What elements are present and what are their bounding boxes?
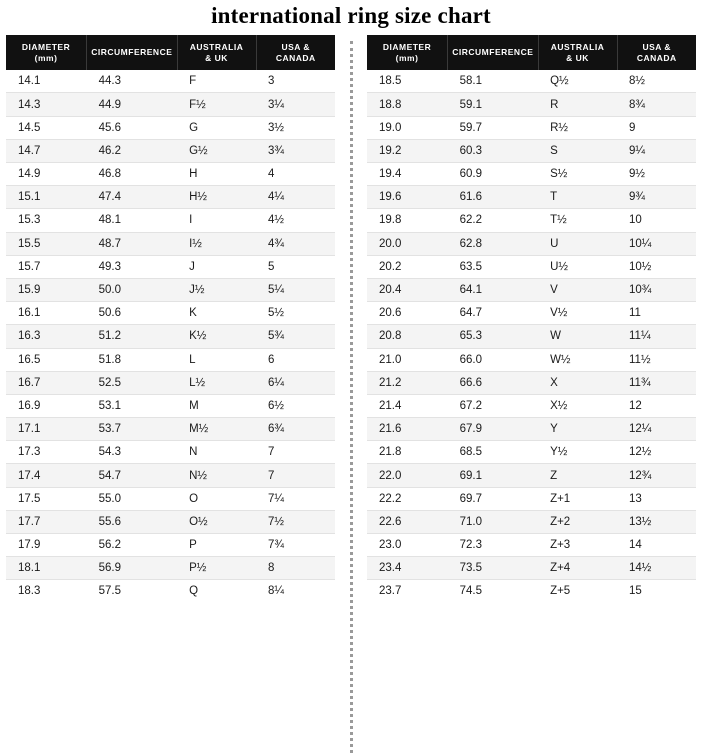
cell-australia-uk: G bbox=[177, 116, 256, 139]
cell-circumference: 63.5 bbox=[448, 255, 538, 278]
table-row bbox=[367, 186, 696, 209]
cell-usa-canada: 15 bbox=[617, 580, 696, 603]
cell-diameter: 16.3 bbox=[6, 325, 87, 348]
cell-circumference: 54.3 bbox=[87, 441, 177, 464]
cell-australia-uk: X bbox=[538, 371, 617, 394]
cell-circumference: 67.2 bbox=[448, 394, 538, 417]
cell-diameter: 14.1 bbox=[6, 70, 87, 93]
table-row bbox=[367, 255, 696, 278]
table-row bbox=[6, 557, 335, 580]
cell-australia-uk: Q½ bbox=[538, 70, 617, 93]
cell-diameter: 19.4 bbox=[367, 163, 448, 186]
column-header-diameter-line1: DIAMETER bbox=[382, 42, 432, 52]
cell-diameter: 19.6 bbox=[367, 186, 448, 209]
cell-usa-canada: 14 bbox=[617, 534, 696, 557]
cell-diameter: 17.3 bbox=[6, 441, 87, 464]
cell-usa-canada: 5¼ bbox=[256, 278, 335, 301]
table-row bbox=[367, 557, 696, 580]
cell-usa-canada: 10¾ bbox=[617, 278, 696, 301]
cell-circumference: 55.0 bbox=[87, 487, 177, 510]
cell-diameter: 21.2 bbox=[367, 371, 448, 394]
cell-circumference: 71.0 bbox=[448, 510, 538, 533]
table-row bbox=[6, 232, 335, 255]
cell-australia-uk: N bbox=[177, 441, 256, 464]
cell-diameter: 19.0 bbox=[367, 116, 448, 139]
cell-circumference: 66.6 bbox=[448, 371, 538, 394]
cell-usa-canada: 9½ bbox=[617, 163, 696, 186]
cell-usa-canada: 10½ bbox=[617, 255, 696, 278]
table-row bbox=[367, 348, 696, 371]
cell-usa-canada: 13½ bbox=[617, 510, 696, 533]
cell-circumference: 57.5 bbox=[87, 580, 177, 603]
right-table-body bbox=[367, 70, 696, 602]
cell-australia-uk: Z+1 bbox=[538, 487, 617, 510]
cell-circumference: 53.1 bbox=[87, 394, 177, 417]
column-header-australia-uk-line1: AUSTRALIA bbox=[189, 42, 244, 52]
cell-diameter: 18.1 bbox=[6, 557, 87, 580]
table-row bbox=[6, 209, 335, 232]
cell-circumference: 60.3 bbox=[448, 139, 538, 162]
table-row bbox=[6, 371, 335, 394]
cell-diameter: 21.0 bbox=[367, 348, 448, 371]
cell-circumference: 68.5 bbox=[448, 441, 538, 464]
cell-circumference: 55.6 bbox=[87, 510, 177, 533]
cell-circumference: 46.8 bbox=[87, 163, 177, 186]
cell-australia-uk: P bbox=[177, 534, 256, 557]
cell-diameter: 14.3 bbox=[6, 93, 87, 116]
table-row bbox=[367, 163, 696, 186]
cell-circumference: 47.4 bbox=[87, 186, 177, 209]
cell-australia-uk: Y½ bbox=[538, 441, 617, 464]
column-header-diameter-line1: DIAMETER bbox=[21, 42, 71, 52]
cell-diameter: 21.8 bbox=[367, 441, 448, 464]
cell-usa-canada: 9¾ bbox=[617, 186, 696, 209]
cell-diameter: 15.9 bbox=[6, 278, 87, 301]
cell-australia-uk: V bbox=[538, 278, 617, 301]
table-row bbox=[367, 510, 696, 533]
cell-usa-canada: 11½ bbox=[617, 348, 696, 371]
column-header-diameter-line2: (mm) bbox=[34, 52, 58, 63]
cell-diameter: 20.6 bbox=[367, 302, 448, 325]
cell-circumference: 72.3 bbox=[448, 534, 538, 557]
cell-australia-uk: O½ bbox=[177, 510, 256, 533]
cell-australia-uk: U bbox=[538, 232, 617, 255]
table-row bbox=[367, 209, 696, 232]
column-header-usa-canada-line1: USA & bbox=[281, 42, 311, 52]
column-header-australia-uk-line2: & UK bbox=[566, 52, 589, 63]
cell-australia-uk: T bbox=[538, 186, 617, 209]
cell-usa-canada: 5 bbox=[256, 255, 335, 278]
cell-australia-uk: V½ bbox=[538, 302, 617, 325]
column-header-usa-canada-line1: USA & bbox=[642, 42, 672, 52]
cell-circumference: 64.7 bbox=[448, 302, 538, 325]
cell-australia-uk: Y bbox=[538, 418, 617, 441]
cell-diameter: 22.2 bbox=[367, 487, 448, 510]
column-header-circumference-line1: CIRCUMFERENCE bbox=[91, 47, 173, 58]
cell-diameter: 15.7 bbox=[6, 255, 87, 278]
cell-diameter: 15.3 bbox=[6, 209, 87, 232]
column-header-australia-uk-line2: & UK bbox=[205, 52, 228, 63]
table-row bbox=[6, 534, 335, 557]
cell-usa-canada: 3¼ bbox=[256, 93, 335, 116]
table-row bbox=[367, 70, 696, 93]
cell-usa-canada: 6¼ bbox=[256, 371, 335, 394]
cell-circumference: 64.1 bbox=[448, 278, 538, 301]
column-header-circumference bbox=[87, 35, 177, 70]
column-header-usa-canada-line2: CANADA bbox=[275, 52, 316, 63]
cell-circumference: 54.7 bbox=[87, 464, 177, 487]
cell-diameter: 15.5 bbox=[6, 232, 87, 255]
table-row bbox=[6, 348, 335, 371]
left-table-wrap bbox=[6, 35, 335, 603]
cell-diameter: 15.1 bbox=[6, 186, 87, 209]
table-row bbox=[367, 580, 696, 603]
cell-circumference: 51.8 bbox=[87, 348, 177, 371]
table-row bbox=[367, 464, 696, 487]
table-row bbox=[367, 302, 696, 325]
cell-circumference: 74.5 bbox=[448, 580, 538, 603]
cell-diameter: 18.8 bbox=[367, 93, 448, 116]
cell-diameter: 16.9 bbox=[6, 394, 87, 417]
cell-circumference: 44.9 bbox=[87, 93, 177, 116]
cell-usa-canada: 4¼ bbox=[256, 186, 335, 209]
cell-australia-uk: F½ bbox=[177, 93, 256, 116]
table-row bbox=[6, 510, 335, 533]
dotted-line bbox=[350, 41, 353, 753]
table-row bbox=[6, 394, 335, 417]
cell-circumference: 48.7 bbox=[87, 232, 177, 255]
cell-usa-canada: 8¼ bbox=[256, 580, 335, 603]
cell-diameter: 23.4 bbox=[367, 557, 448, 580]
cell-diameter: 17.4 bbox=[6, 464, 87, 487]
cell-usa-canada: 6 bbox=[256, 348, 335, 371]
cell-diameter: 19.2 bbox=[367, 139, 448, 162]
cell-usa-canada: 12¼ bbox=[617, 418, 696, 441]
table-row bbox=[6, 464, 335, 487]
cell-diameter: 21.6 bbox=[367, 418, 448, 441]
table-row bbox=[6, 163, 335, 186]
cell-usa-canada: 7¼ bbox=[256, 487, 335, 510]
cell-usa-canada: 10 bbox=[617, 209, 696, 232]
cell-circumference: 51.2 bbox=[87, 325, 177, 348]
cell-australia-uk: M bbox=[177, 394, 256, 417]
cell-diameter: 20.0 bbox=[367, 232, 448, 255]
cell-australia-uk: T½ bbox=[538, 209, 617, 232]
table-row bbox=[367, 441, 696, 464]
cell-diameter: 16.7 bbox=[6, 371, 87, 394]
column-header-australia-uk-line1: AUSTRALIA bbox=[550, 42, 605, 52]
left-table-body bbox=[6, 70, 335, 602]
cell-diameter: 16.1 bbox=[6, 302, 87, 325]
cell-australia-uk: Z+3 bbox=[538, 534, 617, 557]
table-row bbox=[6, 93, 335, 116]
cell-usa-canada: 4¾ bbox=[256, 232, 335, 255]
cell-diameter: 17.7 bbox=[6, 510, 87, 533]
cell-usa-canada: 9 bbox=[617, 116, 696, 139]
cell-usa-canada: 10¼ bbox=[617, 232, 696, 255]
cell-circumference: 50.6 bbox=[87, 302, 177, 325]
cell-diameter: 21.4 bbox=[367, 394, 448, 417]
column-header-usa-canada bbox=[256, 35, 335, 70]
table-row bbox=[6, 139, 335, 162]
column-header-australia-uk bbox=[177, 35, 256, 70]
cell-australia-uk: S½ bbox=[538, 163, 617, 186]
right-table-wrap bbox=[367, 35, 696, 603]
cell-circumference: 62.2 bbox=[448, 209, 538, 232]
cell-australia-uk: J½ bbox=[177, 278, 256, 301]
cell-usa-canada: 4½ bbox=[256, 209, 335, 232]
cell-circumference: 66.0 bbox=[448, 348, 538, 371]
table-row bbox=[6, 278, 335, 301]
cell-australia-uk: P½ bbox=[177, 557, 256, 580]
cell-australia-uk: W bbox=[538, 325, 617, 348]
cell-australia-uk: S bbox=[538, 139, 617, 162]
cell-australia-uk: L½ bbox=[177, 371, 256, 394]
cell-usa-canada: 6¾ bbox=[256, 418, 335, 441]
cell-circumference: 48.1 bbox=[87, 209, 177, 232]
cell-usa-canada: 11¼ bbox=[617, 325, 696, 348]
cell-diameter: 22.0 bbox=[367, 464, 448, 487]
cell-usa-canada: 3 bbox=[256, 70, 335, 93]
vertical-dotted-divider bbox=[347, 35, 355, 753]
cell-circumference: 73.5 bbox=[448, 557, 538, 580]
cell-usa-canada: 8¾ bbox=[617, 93, 696, 116]
table-row bbox=[367, 394, 696, 417]
cell-diameter: 20.4 bbox=[367, 278, 448, 301]
column-header-usa-canada bbox=[617, 35, 696, 70]
cell-circumference: 69.1 bbox=[448, 464, 538, 487]
cell-australia-uk: Z+4 bbox=[538, 557, 617, 580]
cell-australia-uk: I bbox=[177, 209, 256, 232]
cell-usa-canada: 7 bbox=[256, 464, 335, 487]
table-row bbox=[367, 116, 696, 139]
cell-usa-canada: 7¾ bbox=[256, 534, 335, 557]
cell-usa-canada: 12½ bbox=[617, 441, 696, 464]
cell-australia-uk: N½ bbox=[177, 464, 256, 487]
cell-usa-canada: 11 bbox=[617, 302, 696, 325]
cell-diameter: 14.5 bbox=[6, 116, 87, 139]
cell-australia-uk: R bbox=[538, 93, 617, 116]
cell-circumference: 56.9 bbox=[87, 557, 177, 580]
column-header-diameter bbox=[6, 35, 87, 70]
cell-australia-uk: K bbox=[177, 302, 256, 325]
cell-diameter: 22.6 bbox=[367, 510, 448, 533]
table-row bbox=[6, 255, 335, 278]
cell-diameter: 17.5 bbox=[6, 487, 87, 510]
table-row bbox=[6, 325, 335, 348]
cell-usa-canada: 4 bbox=[256, 163, 335, 186]
table-row bbox=[6, 70, 335, 93]
cell-diameter: 14.9 bbox=[6, 163, 87, 186]
cell-usa-canada: 12 bbox=[617, 394, 696, 417]
cell-usa-canada: 11¾ bbox=[617, 371, 696, 394]
cell-usa-canada: 5½ bbox=[256, 302, 335, 325]
cell-australia-uk: Z+2 bbox=[538, 510, 617, 533]
ring-size-chart-page bbox=[0, 3, 702, 750]
left-table-head bbox=[6, 35, 335, 70]
cell-diameter: 23.0 bbox=[367, 534, 448, 557]
left-size-table bbox=[6, 35, 335, 603]
column-header-diameter bbox=[367, 35, 448, 70]
cell-circumference: 59.7 bbox=[448, 116, 538, 139]
table-row bbox=[367, 487, 696, 510]
cell-circumference: 60.9 bbox=[448, 163, 538, 186]
table-row bbox=[6, 580, 335, 603]
cell-australia-uk: O bbox=[177, 487, 256, 510]
column-header-circumference bbox=[448, 35, 538, 70]
cell-australia-uk: H½ bbox=[177, 186, 256, 209]
cell-usa-canada: 14½ bbox=[617, 557, 696, 580]
cell-circumference: 67.9 bbox=[448, 418, 538, 441]
cell-australia-uk: I½ bbox=[177, 232, 256, 255]
cell-diameter: 19.8 bbox=[367, 209, 448, 232]
cell-usa-canada: 3½ bbox=[256, 116, 335, 139]
table-row bbox=[367, 139, 696, 162]
cell-diameter: 20.2 bbox=[367, 255, 448, 278]
cell-australia-uk: Z+5 bbox=[538, 580, 617, 603]
cell-australia-uk: L bbox=[177, 348, 256, 371]
right-table-head bbox=[367, 35, 696, 70]
table-row bbox=[367, 534, 696, 557]
cell-australia-uk: R½ bbox=[538, 116, 617, 139]
cell-circumference: 45.6 bbox=[87, 116, 177, 139]
table-row bbox=[367, 418, 696, 441]
cell-australia-uk: H bbox=[177, 163, 256, 186]
cell-circumference: 46.2 bbox=[87, 139, 177, 162]
left-header-row bbox=[6, 35, 335, 70]
tables-container bbox=[0, 35, 702, 753]
cell-diameter: 18.5 bbox=[367, 70, 448, 93]
table-row bbox=[6, 186, 335, 209]
cell-usa-canada: 7 bbox=[256, 441, 335, 464]
cell-circumference: 58.1 bbox=[448, 70, 538, 93]
cell-usa-canada: 9¼ bbox=[617, 139, 696, 162]
cell-circumference: 59.1 bbox=[448, 93, 538, 116]
table-row bbox=[367, 93, 696, 116]
table-row bbox=[6, 487, 335, 510]
cell-usa-canada: 8½ bbox=[617, 70, 696, 93]
cell-circumference: 50.0 bbox=[87, 278, 177, 301]
cell-australia-uk: U½ bbox=[538, 255, 617, 278]
cell-diameter: 20.8 bbox=[367, 325, 448, 348]
cell-usa-canada: 7½ bbox=[256, 510, 335, 533]
column-header-diameter-line2: (mm) bbox=[395, 52, 419, 63]
cell-usa-canada: 3¾ bbox=[256, 139, 335, 162]
cell-usa-canada: 5¾ bbox=[256, 325, 335, 348]
cell-circumference: 69.7 bbox=[448, 487, 538, 510]
cell-usa-canada: 12¾ bbox=[617, 464, 696, 487]
table-row bbox=[6, 418, 335, 441]
cell-usa-canada: 8 bbox=[256, 557, 335, 580]
cell-usa-canada: 6½ bbox=[256, 394, 335, 417]
column-header-usa-canada-line2: CANADA bbox=[636, 52, 677, 63]
cell-diameter: 14.7 bbox=[6, 139, 87, 162]
cell-australia-uk: F bbox=[177, 70, 256, 93]
cell-circumference: 49.3 bbox=[87, 255, 177, 278]
cell-australia-uk: Q bbox=[177, 580, 256, 603]
cell-australia-uk: K½ bbox=[177, 325, 256, 348]
table-row bbox=[6, 302, 335, 325]
table-row bbox=[367, 371, 696, 394]
page-title: international ring size chart bbox=[211, 3, 491, 28]
right-header-row bbox=[367, 35, 696, 70]
table-row bbox=[367, 278, 696, 301]
cell-diameter: 16.5 bbox=[6, 348, 87, 371]
cell-diameter: 18.3 bbox=[6, 580, 87, 603]
column-header-circumference-line1: CIRCUMFERENCE bbox=[452, 47, 534, 58]
cell-circumference: 44.3 bbox=[87, 70, 177, 93]
cell-diameter: 17.9 bbox=[6, 534, 87, 557]
cell-circumference: 56.2 bbox=[87, 534, 177, 557]
cell-australia-uk: Z bbox=[538, 464, 617, 487]
cell-circumference: 53.7 bbox=[87, 418, 177, 441]
table-row bbox=[6, 441, 335, 464]
table-row bbox=[367, 232, 696, 255]
table-row bbox=[6, 116, 335, 139]
table-row bbox=[367, 325, 696, 348]
cell-australia-uk: M½ bbox=[177, 418, 256, 441]
cell-circumference: 61.6 bbox=[448, 186, 538, 209]
right-size-table bbox=[367, 35, 696, 603]
column-header-australia-uk bbox=[538, 35, 617, 70]
cell-australia-uk: W½ bbox=[538, 348, 617, 371]
cell-australia-uk: G½ bbox=[177, 139, 256, 162]
cell-circumference: 65.3 bbox=[448, 325, 538, 348]
cell-usa-canada: 13 bbox=[617, 487, 696, 510]
cell-diameter: 23.7 bbox=[367, 580, 448, 603]
cell-australia-uk: X½ bbox=[538, 394, 617, 417]
cell-diameter: 17.1 bbox=[6, 418, 87, 441]
cell-circumference: 52.5 bbox=[87, 371, 177, 394]
cell-circumference: 62.8 bbox=[448, 232, 538, 255]
cell-australia-uk: J bbox=[177, 255, 256, 278]
